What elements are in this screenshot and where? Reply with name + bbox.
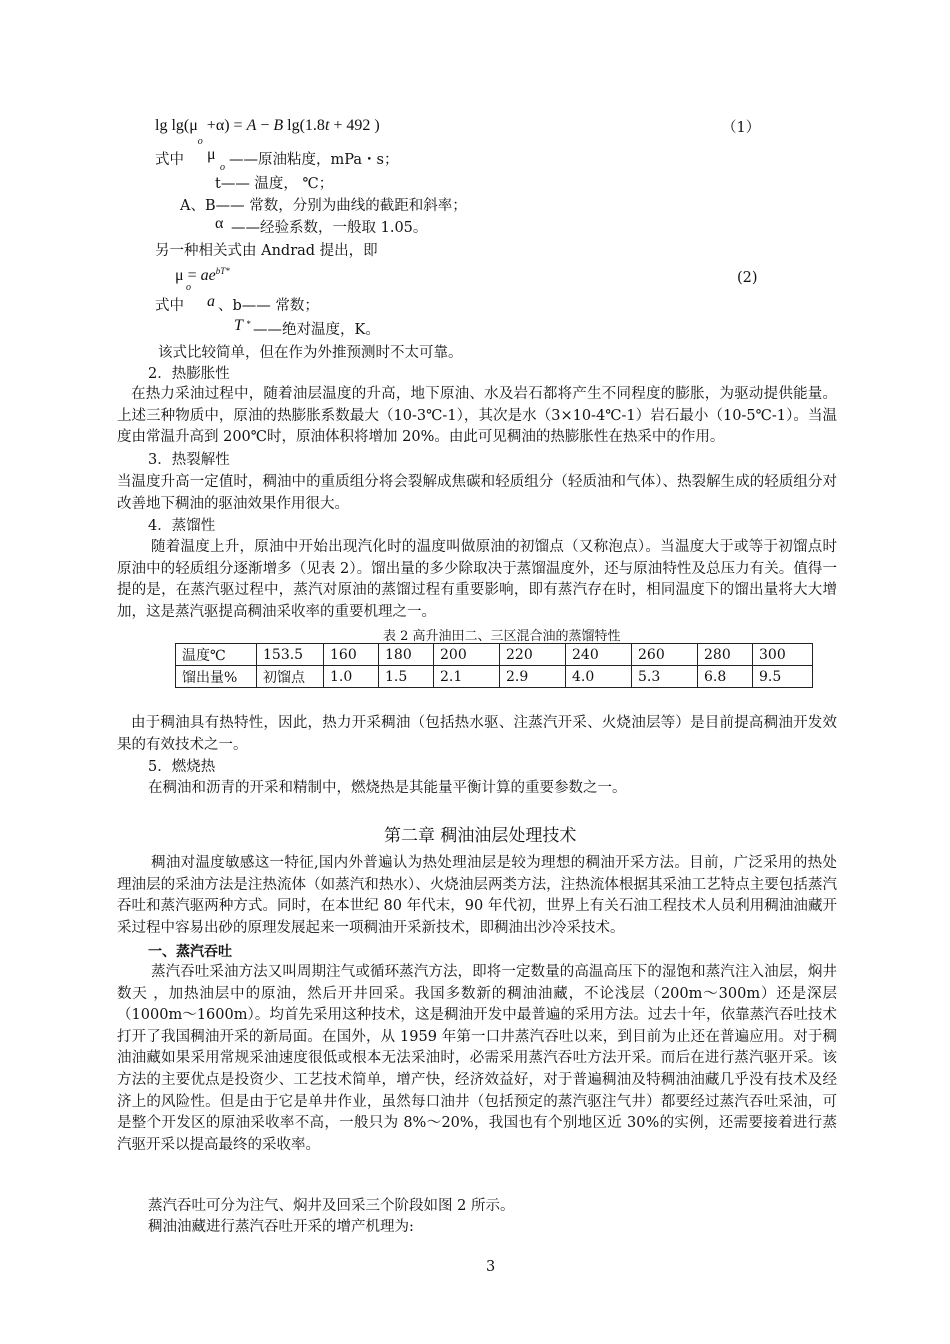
page-number: 3 xyxy=(486,1259,496,1275)
defs1-ab: A、B—— 常数，分别为曲线的截距和斜率； xyxy=(180,198,467,214)
table-cell: 160 xyxy=(324,644,379,666)
table-cell: 4.0 xyxy=(566,666,632,688)
table-cell: 初馏点 xyxy=(257,666,324,688)
table-cell: 240 xyxy=(566,644,632,666)
defs2-ab: 、b—— 常数； xyxy=(218,298,319,314)
andrad-line: 另一种相关式由 Andrad 提出，即 xyxy=(155,243,378,259)
defs1-alpha-desc: ——经验系数，一般取 1.05。 xyxy=(231,220,428,236)
s4-heading: 4．蒸馏性 xyxy=(148,518,216,534)
a-symbol: a xyxy=(207,293,215,310)
formula-1: $\lg \lg(\mu_o +\alpha) = A - B$ lg(1.8t + 492 ) xyxy=(155,117,380,147)
table-row xyxy=(176,644,813,666)
section-1-paragraph: 蒸汽吞吐采油方法又叫周期注气或循环蒸汽方法，即将一定数量的高温高压下的湿饱和蒸汽注入油层，焖井数天 ，加热油层中的原油，然后开井回采。我国多数新的稠油油藏，不论浅层（200m～300m）还是深层（1000m～1600m）。均首先采用这种技术，这是稠油开发中最普遍的采用方法。过去十年，依靠蒸汽吞吐技术打开了我国稠油开采的新局面。在国外，从 1959 年第一口井蒸汽吞吐以来，到目前为止还在普遍应用。对于稠油油藏如果采用常规采油速度很低或根本无法采油时，必需采用蒸汽吞吐方法开采。而后在进行蒸汽驱开采。该方法的主要优点是投资少、工艺技术简单，增产快，经济效益好，对于普遍稠油及特稠油油藏几乎没有技术及经济上的风险性。但是由于它是单井作业，虽然每口油井（包括预定的蒸汽驱注气井）都要经过蒸汽吞吐采油，可是整个开发区的原油采收率不高，一般只为 8%～20%，我国也有个别地区近 30%的实例，还需要接着进行蒸汽驱开采以提高最终的采收率。 xyxy=(117,964,837,1153)
distillation-table xyxy=(175,643,813,688)
formula-2-mu-sub: o xyxy=(186,282,191,293)
section-1-heading: 一、蒸汽吞吐 xyxy=(148,944,232,960)
T-symbol: T xyxy=(234,317,243,334)
formula-1-number: （1） xyxy=(722,120,761,136)
defs1-mu: μ xyxy=(207,146,216,163)
s3-heading: 3．热裂解性 xyxy=(148,452,230,468)
chapter-paragraph: 稠油对温度敏感这一特征,国内外普遍认为热处理油层是较为理想的稠油开采方法。目前，广泛采用的热处理油层的采油方法是注热流体（如蒸汽和热水）、火烧油层两类方法，注热流体根据其采油工艺特点主要包括蒸汽吞吐和蒸汽驱两种方式。同时，在本世纪 80 年代末，90 年代初，世界上有关石油工程技术人员利用稠油油藏开采过程中容易出砂的原理发展起来一项稠油开采新技术，即稠油出沙冷采技术。 xyxy=(117,855,837,936)
table-cell: 1.5 xyxy=(379,666,434,688)
table-cell: 9.5 xyxy=(753,666,813,688)
table-cell: 300 xyxy=(753,644,813,666)
table-caption: 表 2 高升油田二、三区混合油的蒸馏特性 xyxy=(383,629,621,644)
defs2-T-desc: ——绝对温度，K。 xyxy=(253,322,380,338)
formula-2-number: (2) xyxy=(737,270,758,286)
formula-2: $\mu = ae^{bT*}$ xyxy=(175,266,230,284)
table-cell: 5.3 xyxy=(632,666,698,688)
table-cell: 温度℃ xyxy=(176,644,257,666)
s2-heading: 2．热膨胀性 xyxy=(148,366,230,382)
simple-note: 该式比较简单，但在作为外推预测时不太可靠。 xyxy=(158,345,463,361)
table-cell: 200 xyxy=(434,644,500,666)
table-cell: 2.1 xyxy=(434,666,500,688)
table-cell: 2.9 xyxy=(500,666,566,688)
defs1-mu-desc: ——原油粘度，mPa・s； xyxy=(229,152,399,168)
s2-paragraph: 在热力采油过程中，随着油层温度的升高，地下原油、水及岩石都将产生不同程度的膨胀，为驱动提供能量。上述三种物质中，原油的热膨胀系数最大（10-3℃-1），其次是水（3×10-4℃-1）岩石最小（10-5℃-1）。当温度由常温升高到 200℃时，原油体积将增加 20%。由此可见稠油的热膨胀性在热采中的作用。 xyxy=(117,386,837,446)
table-cell: 180 xyxy=(379,644,434,666)
s3-paragraph: 当温度升高一定值时，稠油中的重质组分将会裂解成焦碳和轻质组分（轻质油和气体）、热裂解生成的轻质组分对改善地下稠油的驱油效果作用很大。 xyxy=(117,474,837,512)
table-cell: 6.8 xyxy=(698,666,753,688)
stages-line: 蒸汽吞吐可分为注气、焖井及回采三个阶段如图 2 所示。 xyxy=(148,1198,515,1214)
s5-heading: 5．燃烧热 xyxy=(148,759,216,775)
thermal-paragraph: 由于稠油具有热特性，因此，热力开采稠油（包括热水驱、注蒸汽开采、火烧油层等）是目前提高稠油开发效果的有效技术之一。 xyxy=(117,715,837,753)
defs2-prefix: 式中 xyxy=(155,298,184,314)
defs1-prefix: 式中 xyxy=(155,152,184,168)
table-cell: 220 xyxy=(500,644,566,666)
table-cell: 1.0 xyxy=(324,666,379,688)
table-cell: 馏出量% xyxy=(176,666,257,688)
defs1-mu-sub: o xyxy=(220,162,225,173)
mu-symbol: μ xyxy=(189,117,198,134)
table-row xyxy=(176,666,813,688)
T-star: * xyxy=(246,319,251,329)
table-cell: 153.5 xyxy=(257,644,324,666)
defs1-t: t—— 温度， ℃； xyxy=(215,176,334,192)
s5-paragraph: 在稠油和沥青的开采和精制中，燃烧热是其能量平衡计算的重要参数之一。 xyxy=(148,780,627,796)
s4-paragraph: 随着温度上升，原油中开始出现汽化时的温度叫做原油的初馏点（又称泡点）。当温度大于或等于初馏点时原油中的轻质组分逐渐增多（见表 2）。馏出量的多少除取决于蒸馏温度外，还与原油特性及总压力有关。值得一提的是，在蒸汽驱过程中，蒸汽对原油的蒸馏过程有重要影响，即有蒸汽存在时，相同温度下的馏出量将大大增加，这是蒸汽驱提高稠油采收率的重要机理之一。 xyxy=(117,539,837,620)
table-cell: 280 xyxy=(698,644,753,666)
mechanism-line: 稠油油藏进行蒸汽吞吐开采的增产机理为: xyxy=(148,1219,414,1235)
table-cell: 260 xyxy=(632,644,698,666)
alpha-symbol: α xyxy=(215,215,224,232)
chapter-title: 第二章 稠油油层处理技术 xyxy=(384,826,577,846)
